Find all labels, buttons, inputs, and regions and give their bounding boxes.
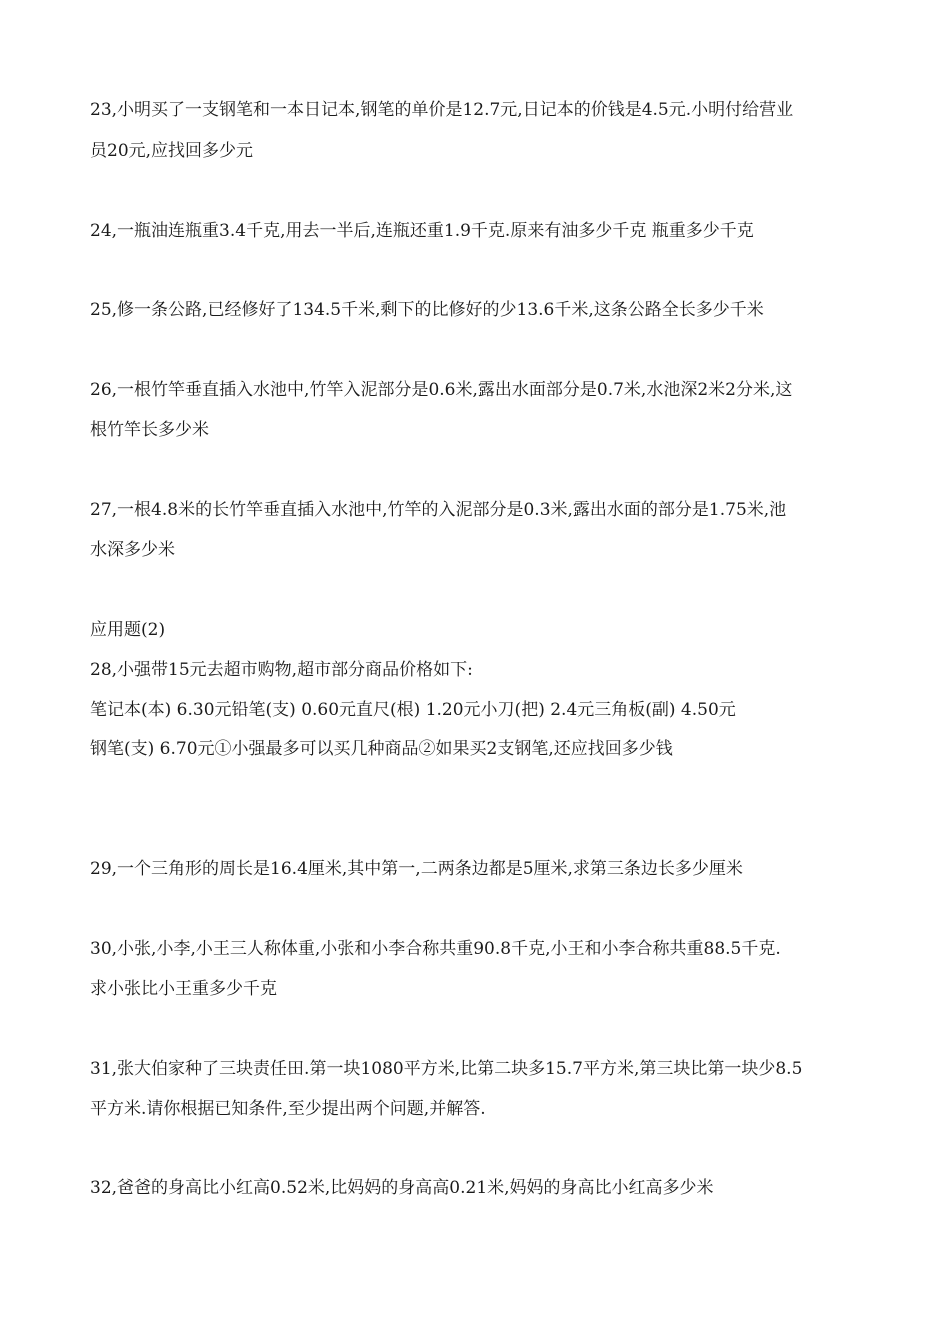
section-heading: 应用题(2) bbox=[90, 620, 166, 640]
problem-30-line-1: 30,小张,小李,小王三人称体重,小张和小李合称共重90.8千克,小王和小李合称共重88.5千克. bbox=[90, 939, 781, 959]
problem-23-line-2: 员20元,应找回多少元 bbox=[90, 141, 254, 161]
problem-28-line-3: 钢笔(支) 6.70元①小强最多可以买几种商品②如果买2支钢笔,还应找回多少钱 bbox=[90, 739, 673, 759]
problem-26-line-1: 26,一根竹竿垂直插入水池中,竹竿入泥部分是0.6米,露出水面部分是0.7米,水池深2米2分米,这 bbox=[90, 380, 793, 400]
problem-32-line-1: 32,爸爸的身高比小红高0.52米,比妈妈的身高高0.21米,妈妈的身高比小红高多少米 bbox=[90, 1178, 714, 1198]
problem-30-line-2: 求小张比小王重多少千克 bbox=[90, 979, 277, 999]
problem-23-line-1: 23,小明买了一支钢笔和一本日记本,钢笔的单价是12.7元,日记本的价钱是4.5元.小明付给营业 bbox=[90, 100, 794, 120]
problem-28-line-2: 笔记本(本) 6.30元铅笔(支) 0.60元直尺(根) 1.20元小刀(把) 2.4元三角板(副) 4.50元 bbox=[90, 700, 736, 720]
problem-25-line-1: 25,修一条公路,已经修好了134.5千米,剩下的比修好的少13.6千米,这条公路全长多少千米 bbox=[90, 300, 764, 320]
problem-28-line-1: 28,小强带15元去超市购物,超市部分商品价格如下: bbox=[90, 660, 473, 680]
problem-27-line-2: 水深多少米 bbox=[90, 540, 175, 560]
problem-26-line-2: 根竹竿长多少米 bbox=[90, 420, 209, 440]
problem-29-line-1: 29,一个三角形的周长是16.4厘米,其中第一,二两条边都是5厘米,求第三条边长多少厘米 bbox=[90, 859, 743, 879]
problem-24-line-1: 24,一瓶油连瓶重3.4千克,用去一半后,连瓶还重1.9千克.原来有油多少千克 瓶重多少千克 bbox=[90, 221, 754, 241]
problem-31-line-2: 平方米.请你根据已知条件,至少提出两个问题,并解答. bbox=[90, 1099, 486, 1119]
problem-31-line-1: 31,张大伯家种了三块责任田.第一块1080平方米,比第二块多15.7平方米,第三块比第一块少8.5 bbox=[90, 1059, 803, 1079]
problem-27-line-1: 27,一根4.8米的长竹竿垂直插入水池中,竹竿的入泥部分是0.3米,露出水面的部分是1.75米,池 bbox=[90, 500, 787, 520]
